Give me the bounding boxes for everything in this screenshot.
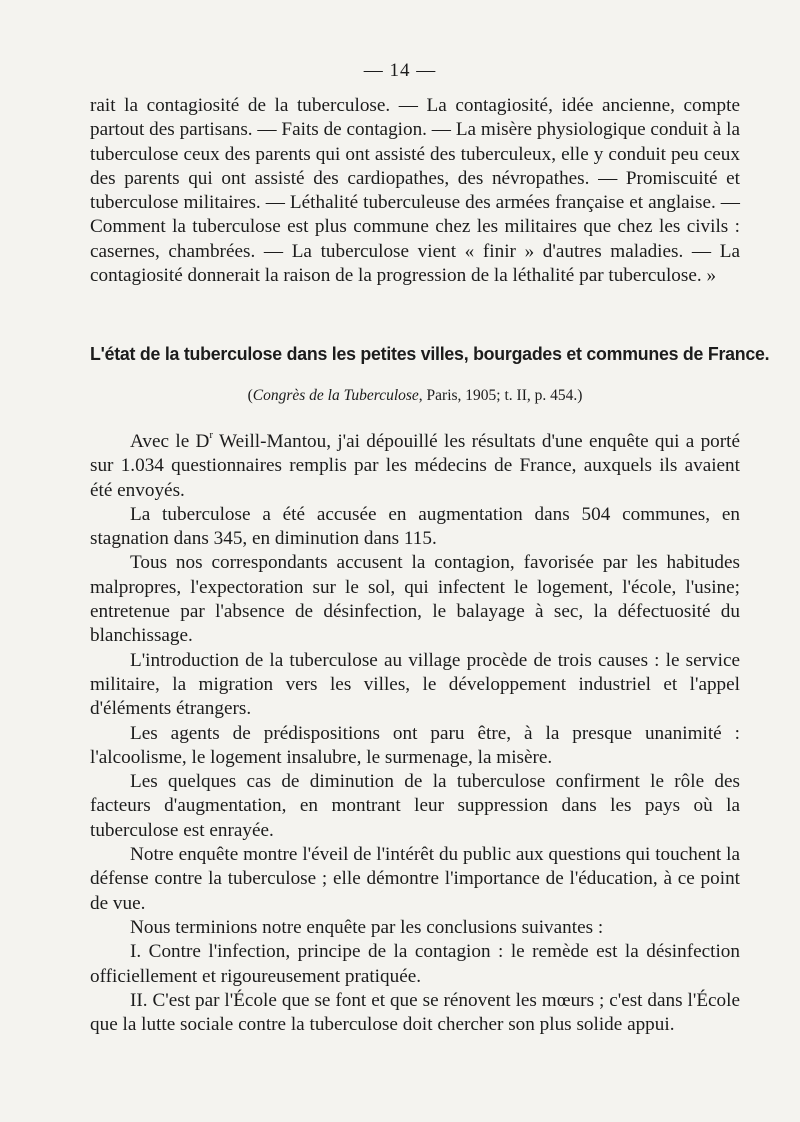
citation-open: ( — [247, 387, 253, 404]
paragraph: La tuberculose a été accusée en augmentation dans 504 communes, en stagnation dans 345, en diminution dans 115. — [90, 503, 740, 550]
citation-source: Congrès de la Tuberculose — [252, 387, 419, 404]
main-text — [90, 430, 740, 1037]
intro-block — [90, 94, 740, 288]
paragraph: Notre enquête montre l'éveil de l'intérêt du public aux questions qui touchent la défense contre la tuberculose ; elle démontre l'importance de l'éducation, à ce point de vue. — [90, 844, 740, 914]
citation-details: , Paris, 1905; t. II, p. 454.) — [418, 387, 583, 404]
paragraph — [90, 430, 740, 503]
superscript: r — [209, 429, 214, 441]
paragraph: Les agents de prédispositions ont paru être, à la presque unanimité : l'alcoolisme, le logement insalubre, le surmenage, la misère. — [90, 722, 740, 768]
paragraph: I. Contre l'infection, principe de la contagion : le remède est la désinfection officiellement et rigoureusement pratiquée. — [90, 941, 740, 987]
page-number: — 14 — — [363, 60, 437, 81]
intro-paragraph: rait la contagiosité de la tuberculose. — La contagiosité, idée ancienne, compte partout des partisans. — Faits de contagion. — La misère physiologique conduit à la tuberculose ceux des parents qui ont assisté des tuberculeux, elle y conduit peu ceux des parents qui ont assisté des cardiopathes, des névropathes. — Promiscuité et tuberculose militaires. — Léthalité tuberculeuse des armées française et anglaise. — Comment la tuberculose est plus commune chez les militaires que chez les civils : casernes, chambrées. — La tuberculose vient « finir » d'autres maladies. — La contagiosité donnerait la raison de la progression de la léthalité par tuberculose. » — [90, 95, 740, 287]
section-title: L'état de la tuberculose dans les petites villes, bourgades et communes de France. — [90, 343, 770, 364]
paragraph: II. C'est par l'École que se font et que se rénovent les mœurs ; c'est dans l'École que la lutte sociale contre la tuberculose doit chercher son plus solide appui. — [90, 989, 740, 1036]
paragraph-rest: Weill-Mantou, j'ai dépouillé les résultats d'une enquête qui a porté sur 1.034 questionnaires remplis par les médecins de France, auxquels ils avaient été envoyés. — [90, 431, 741, 501]
paragraph: Tous nos correspondants accusent la contagion, favorisée par les habitudes malpropres, l'expectoration sur le sol, qui infectent le logement, l'école, l'usine; entretenue par l'absence de désinfection, le balayage à sec, la défectuosité du blanchissage. — [90, 552, 740, 647]
paragraph: Les quelques cas de diminution de la tuberculose confirment le rôle des facteurs d'augmentation, en montrant leur suppression dans les pays où la tuberculose est enrayée. — [90, 771, 740, 841]
paragraph: Nous terminions notre enquête par les conclusions suivantes : — [130, 916, 604, 938]
paragraph: L'introduction de la tuberculose au village procède de trois causes : le service militaire, la migration vers les villes, le développement industriel et l'appel d'éléments étrangers. — [90, 649, 740, 720]
paragraph-start: Avec le D — [130, 431, 210, 452]
citation — [90, 387, 740, 405]
